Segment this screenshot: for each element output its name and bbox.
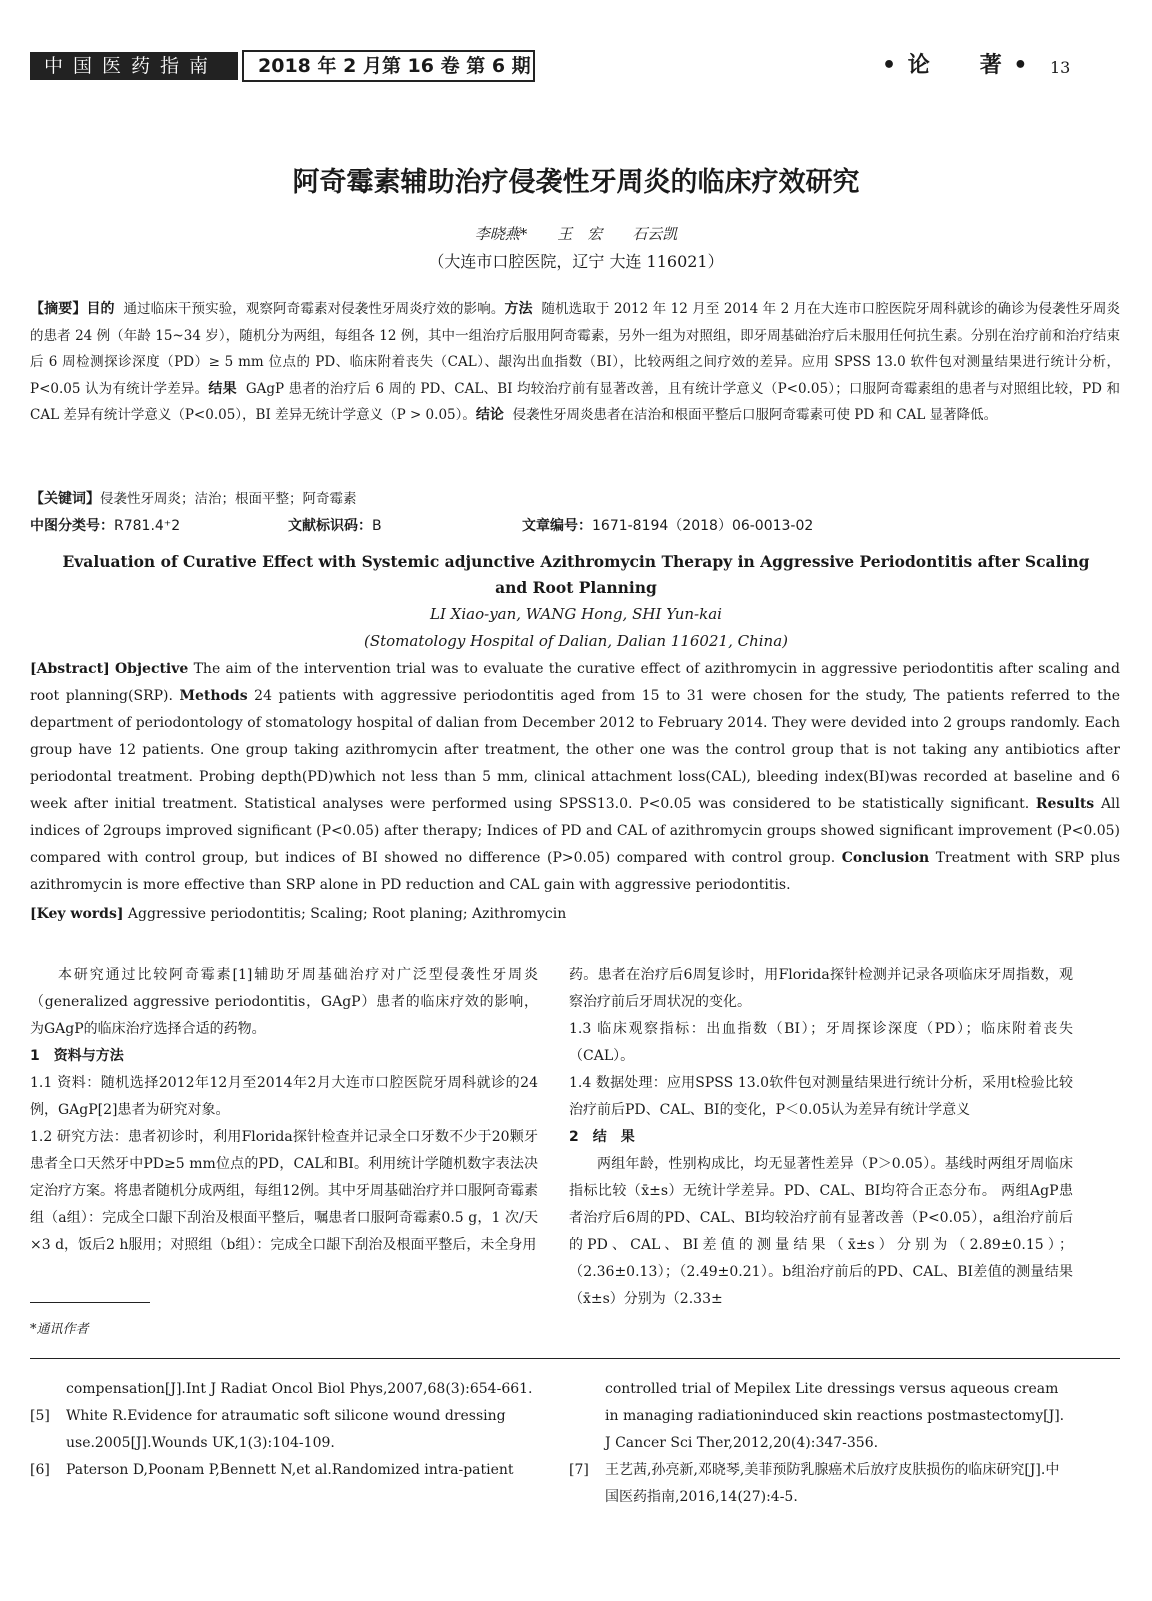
en-keywords-label: [Key words]	[30, 906, 124, 922]
article-no-label: 文章编号：	[522, 518, 592, 534]
paragraph-1-2: 1.2 研究方法：患者初诊时，利用Florida探针检查并记录全口牙数不少于20颗牙患者全口天然牙中PD≥5 mm位点的PD，CAL和BI。利用统计学随机数字表法决定治疗方案。将患者随机分成两组，每组12例。其中牙周基础治疗并口服阿奇霉素组（a组）：完成全口龈下刮治及根面平整后，嘱患者口服阿奇霉素0.5 g，1 次/天×3 d，饭后2 h服用；对照组（b组）：完成全口龈下刮治及根面平整后，未全身用	[30, 1129, 538, 1253]
reference-item	[569, 1376, 1073, 1457]
intro-paragraph: 本研究通过比较阿奇霉素[1]辅助牙周基础治疗对广泛型侵袭性牙周炎（generalized aggressive periodontitis，GAgP）患者的临床疗效的影响，为GAgP的临床治疗选择合适的药物。	[30, 967, 538, 1037]
cn-keywords	[30, 488, 1120, 510]
en-abstract-label: [Abstract]	[30, 661, 110, 677]
references-right	[569, 1376, 1073, 1511]
reference-number: [5]	[30, 1408, 50, 1424]
section-heading-results: 2 结 果	[569, 1129, 635, 1145]
en-authors: LI Xiao-yan, WANG Hong, SHI Yun-kai	[430, 605, 722, 623]
article-title: 阿奇霉素辅助治疗侵袭性牙周炎的临床疗效研究	[292, 167, 860, 198]
cn-results: GAgP 患者的治疗后 6 周的 PD、CAL、BI 均较治疗前有显著改善，且有统计学意义（P<0.05）；口服阿奇霉素组的患者与对照组比较，PD 和 CAL 差异有统计学意义（P<0.05），BI 差异无统计学意义（P > 0.05）。	[30, 380, 1120, 423]
journal-name: 中国医药指南	[30, 52, 238, 80]
section-heading-methods: 1 资料与方法	[30, 1048, 124, 1064]
classification-line	[30, 514, 1120, 538]
article-no: 1671-8194（2018）06-0013-02	[592, 518, 814, 534]
cn-abstract-label: 【摘要】	[30, 301, 87, 317]
en-affiliation: (Stomatology Hospital of Dalian, Dalian 116021, China)	[363, 632, 788, 650]
paragraph-results: 两组年龄，性别构成比，均无显著性差异（P＞0.05）。基线时两组牙周临床指标比较（x̄±s）无统计学差异。PD、CAL、BI均符合正态分布。 两组AgP患者治疗后6周的PD、CAL、BI均较治疗前有显著改善（P<0.05），a组治疗前后的PD、CAL、BI差值的测量结果（x̄±s）分别为（2.89±0.15）；（2.36±0.13）；（2.49±0.21）。b组治疗前后的PD、CAL、BI差值的测量结果（x̄±s）分别为（2.33±	[569, 1156, 1073, 1307]
reference-number: [6]	[30, 1462, 50, 1478]
cn-abstract	[30, 296, 1120, 429]
reference-item	[30, 1376, 540, 1403]
en-results: All indices of 2groups improved significant (P<0.05) after therapy; Indices of PD and CAL of azithromycin groups showed significant improvement (P<0.05) compared with control group, but indices of BI showed no difference (P>0.05) compared with control group.	[30, 796, 1121, 866]
reference-item	[569, 1457, 1073, 1511]
paragraph-continued: 药。患者在治疗后6周复诊时，用Florida探针检测并记录各项临床牙周指数，观察治疗前后牙周状况的变化。	[569, 967, 1073, 1010]
en-keywords-text: Aggressive periodontitis; Scaling; Root planing; Azithromycin	[127, 906, 567, 922]
article-authors: 李晓燕* 王 宏 石云凯	[474, 225, 678, 243]
page-header	[30, 50, 1122, 84]
cn-results-label: 结果	[208, 380, 237, 397]
footnote: *通讯作者	[30, 1322, 89, 1337]
en-title: Evaluation of Curative Effect with Systemic adjunctive Azithromycin Therapy in Aggressive Periodontitis after Scaling and Root Planning	[62, 552, 1090, 597]
footnote-rule	[30, 1302, 150, 1303]
doc-code-label: 文献标识码：	[288, 518, 372, 534]
en-objective: The aim of the intervention trial was to evaluate the curative effect of azithromycin in aggressive periodontitis after scaling and root planning(SRP).	[30, 661, 1121, 704]
reference-text: compensation[J].Int J Radiat Oncol Biol Phys,2007,68(3):654-661.	[66, 1381, 533, 1397]
en-conclusion: Treatment with SRP plus azithromycin is more effective than SRP alone in PD reduction and CAL gain with aggressive periodontitis.	[30, 850, 1121, 893]
cn-conclusion: 侵袭性牙周炎患者在洁治和根面平整后口服阿奇霉素可使 PD 和 CAL 显著降低。	[512, 407, 998, 423]
article-affiliation: （大连市口腔医院，辽宁 大连 116021）	[428, 252, 724, 271]
paragraph-1-3: 1.3 临床观察指标：出血指数（BI）；牙周探诊深度（PD）；临床附着丧失（CAL）。	[569, 1021, 1073, 1064]
reference-text: Paterson D,Poonam P,Bennett N,et al.Randomized intra-patient	[66, 1462, 514, 1478]
en-methods-label: Methods	[179, 688, 248, 704]
en-results-label: Results	[1035, 796, 1095, 812]
reference-number: [7]	[569, 1462, 589, 1478]
reference-item	[30, 1403, 540, 1457]
cn-keywords-label: 【关键词】	[30, 491, 100, 507]
cn-conclusion-label: 结论	[475, 407, 504, 423]
cn-keywords-text: 侵袭性牙周炎；洁治；根面平整；阿奇霉素	[100, 491, 357, 507]
clc-label: 中图分类号：	[30, 518, 114, 534]
cn-objective: 通过临床干预实验，观察阿奇霉素对侵袭性牙周炎疗效的影响。	[123, 301, 505, 317]
body-right-column	[569, 962, 1073, 1313]
references-rule	[30, 1358, 1120, 1359]
references-left	[30, 1376, 540, 1484]
reference-text: controlled trial of Mepilex Lite dressings versus aqueous cream in managing radiationinduced skin reactions postmastectomy[J]. J Cancer Sci Ther,2012,20(4):347-356.	[605, 1381, 1065, 1451]
reference-item	[30, 1457, 540, 1484]
issue-info: 2018 年 2 月第 16 卷 第 6 期	[242, 50, 535, 82]
en-objective-label: Objective	[114, 661, 189, 677]
body-left-column	[30, 962, 538, 1259]
reference-text: White R.Evidence for atraumatic soft silicone wound dressing use.2005[J].Wounds UK,1(3):104-109.	[66, 1408, 506, 1451]
page-number: 13	[1050, 58, 1071, 77]
paragraph-1-4: 1.4 数据处理：应用SPSS 13.0软件包对测量结果进行统计分析，采用t检验比较治疗前后PD、CAL、BI的变化，P＜0.05认为差异有统计学意义	[569, 1075, 1073, 1118]
cn-objective-label: 目的	[86, 301, 115, 317]
doc-code: B	[372, 518, 382, 534]
cn-methods-label: 方法	[504, 301, 533, 317]
section-tag: • 论 著 •	[882, 53, 1030, 78]
paragraph-1-1: 1.1 资料：随机选择2012年12月至2014年2月大连市口腔医院牙周科就诊的24例，GAgP[2]患者为研究对象。	[30, 1075, 538, 1118]
reference-text: 王艺茜,孙亮新,邓晓琴,美菲预防乳腺癌术后放疗皮肤损伤的临床研究[J].中国医药指南,2016,14(27):4-5.	[605, 1462, 1060, 1505]
clc-code: R781.4⁺2	[114, 518, 181, 534]
en-abstract	[30, 656, 1120, 899]
en-conclusion-label: Conclusion	[841, 850, 930, 866]
en-keywords	[30, 902, 1120, 926]
en-methods: 24 patients with aggressive periodontitis aged from 15 to 31 were chosen for the study, The patients referred to the department of periodontology of stomatology hospital of dalian from December 2012 to February 2014. They were devided into 2 groups randomly. Each group have 12 patients. One group taking azithromycin after treatment, the other one was the control group that is not taking any antibiotics after periodontal treatment. Probing depth(PD)which not less than 5 mm, clinical attachment loss(CAL), bleeding index(BI)was recorded at baseline and 6 week after initial treatment. Statistical analyses were performed using SPSS13.0. P<0.05 was considered to be statistically significant.	[30, 688, 1121, 812]
cn-methods: 随机选取于 2012 年 12 月至 2014 年 2 月在大连市口腔医院牙周科就诊的确诊为侵袭性牙周炎的患者 24 例（年龄 15~34 岁），随机分为两组，每组各 12 例，其中一组治疗后服用阿奇霉素，另外一组为对照组，即牙周基础治疗后未服用任何抗生素。分别在治疗前和治疗结束后 6 周检测探诊深度（PD）≥ 5 mm 位点的 PD、临床附着丧失（CAL）、龈沟出血指数（BI），比较两组之间疗效的差异。应用 SPSS 13.0 软件包对测量结果进行统计分析，P<0.05 认为有统计学差异。	[30, 301, 1121, 397]
